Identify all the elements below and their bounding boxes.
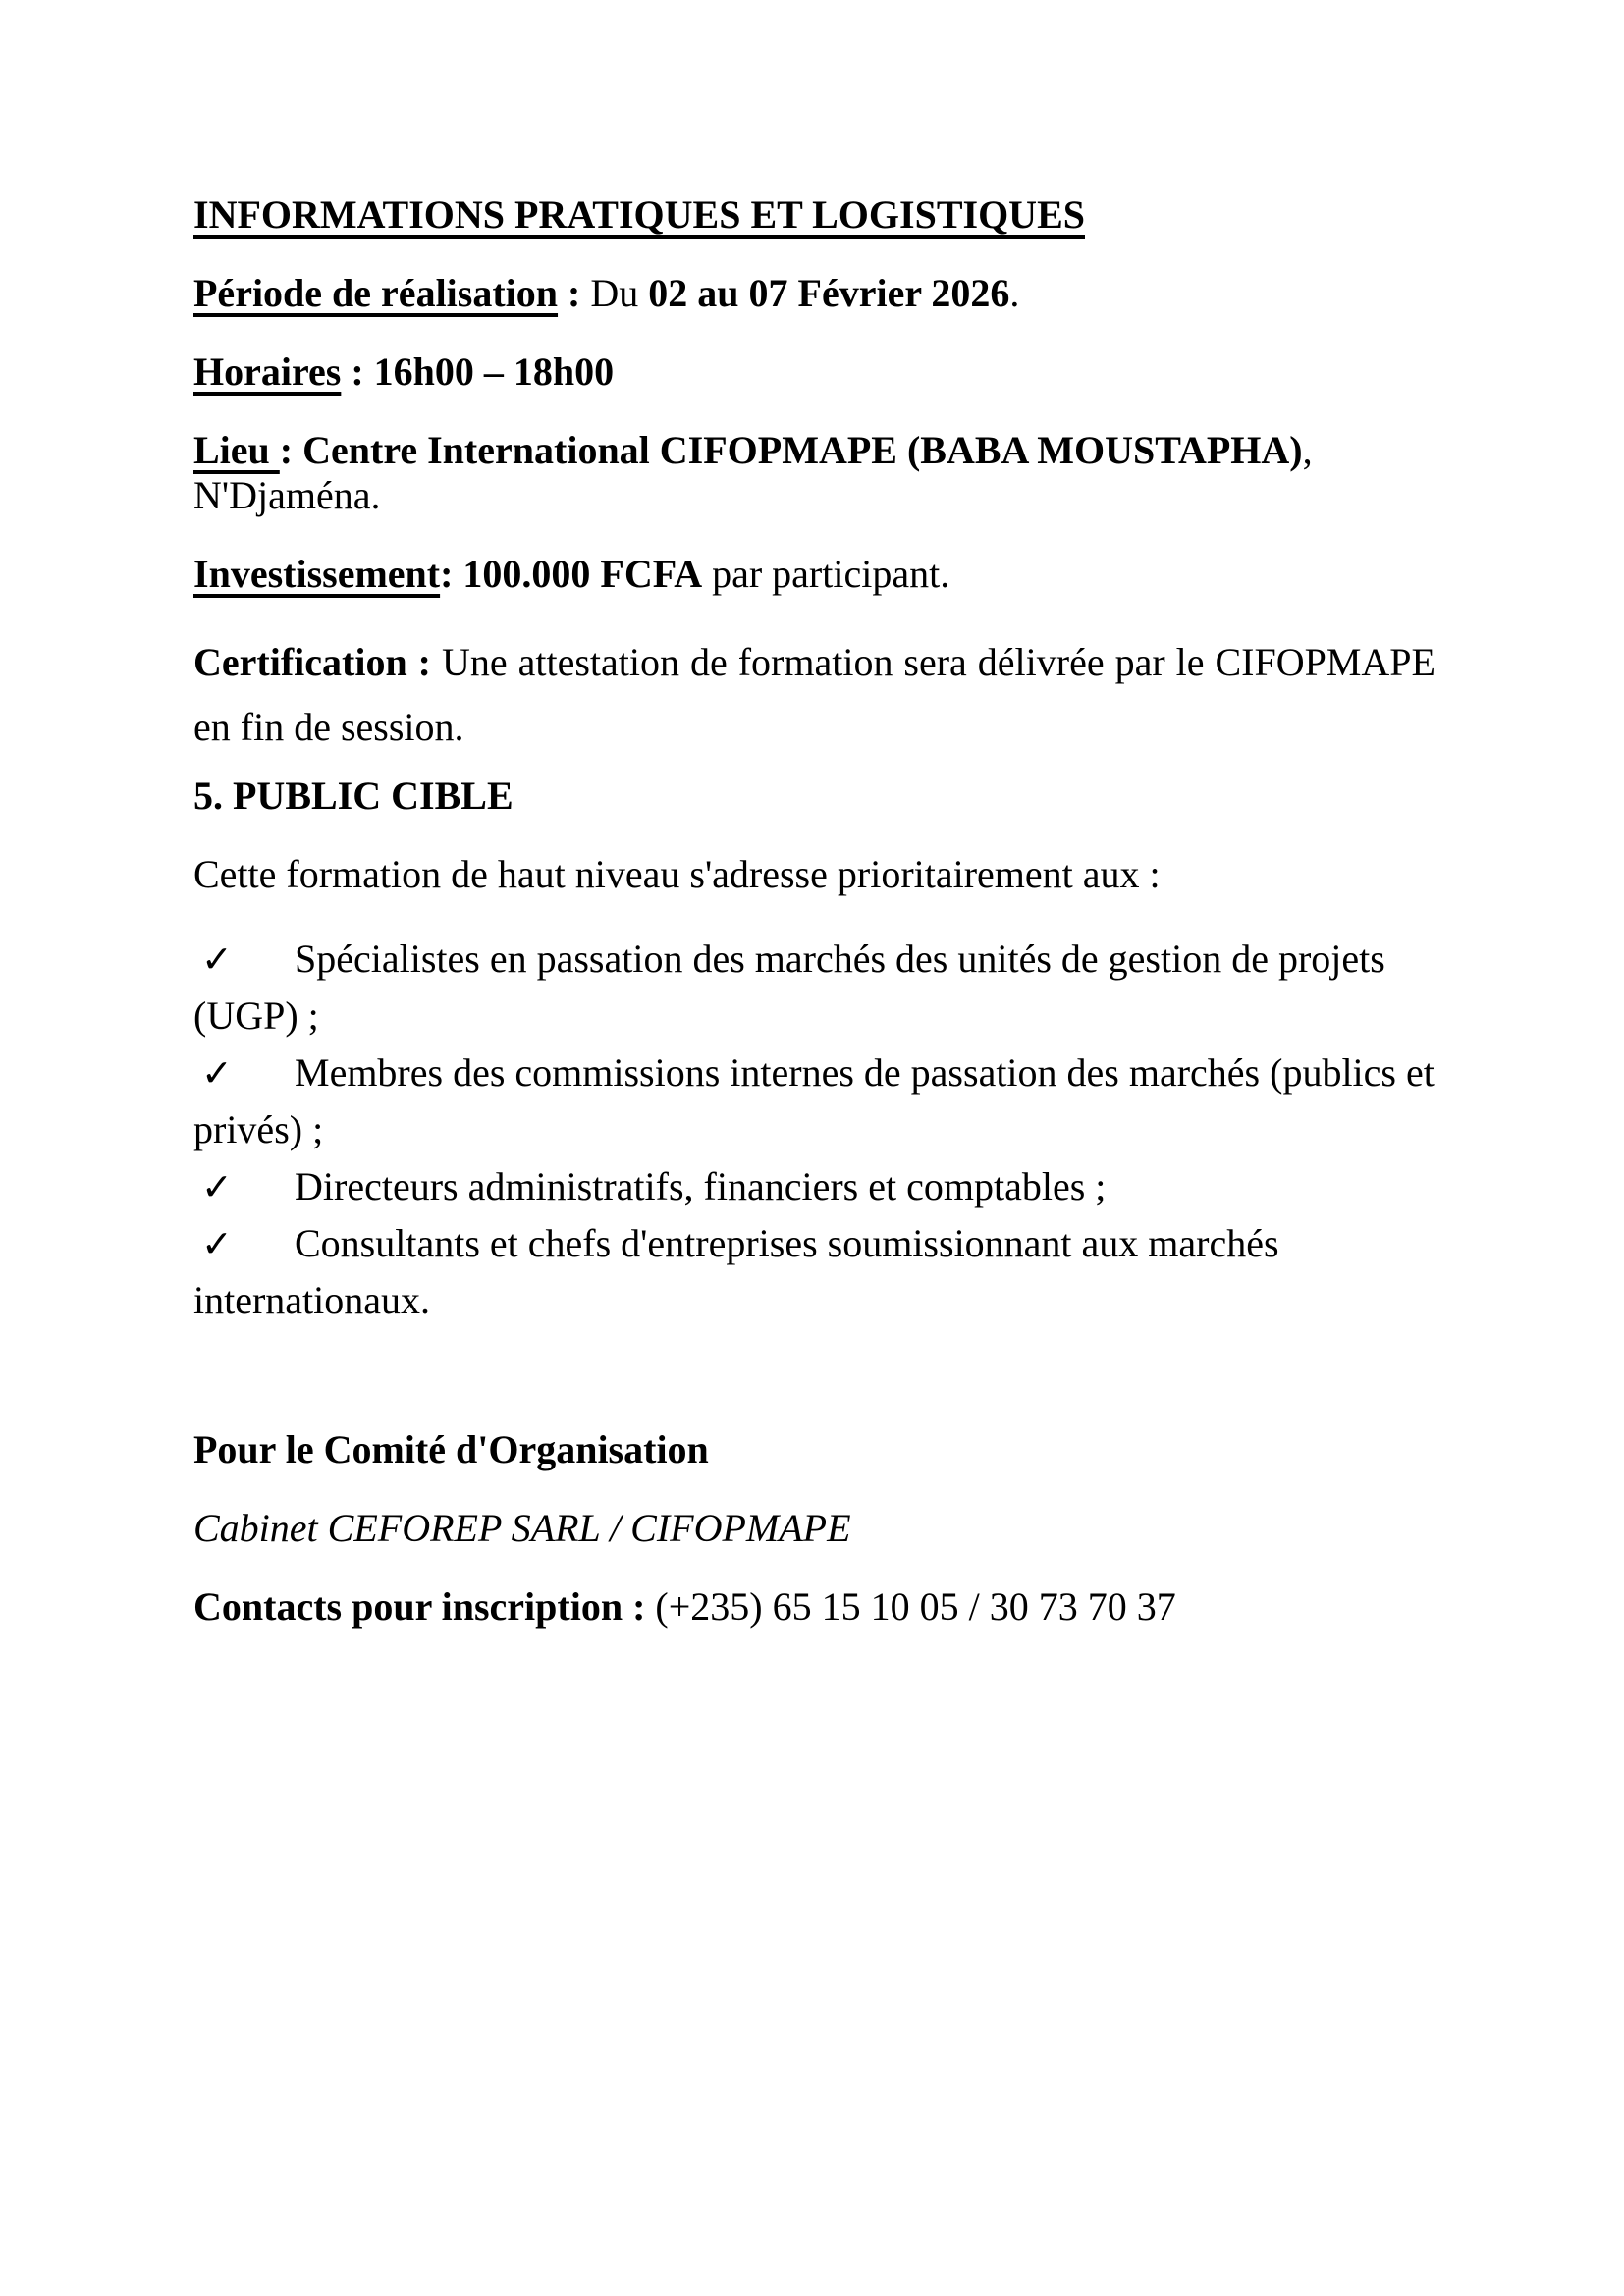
certification-text: Une attestation de formation sera délivrée par le CIFOPMAPE en fin de session.	[193, 640, 1435, 749]
horaires-label: Horaires	[193, 349, 342, 394]
horaires-value: 16h00 – 18h00	[373, 349, 615, 394]
lieu-line	[193, 428, 1435, 518]
checkmark-icon: ✓	[201, 1222, 233, 1265]
lieu-value: Centre International CIFOPMAPE (BABA MOUSTAPHA)	[302, 428, 1303, 472]
section5-intro	[193, 852, 1435, 897]
list-item-text: Membres des commissions internes de passation des marchés (publics et privés) ;	[193, 1050, 1435, 1151]
periode-period: .	[1009, 271, 1020, 315]
investissement-line	[193, 552, 1435, 597]
horaires-line	[193, 349, 1435, 395]
periode-line	[193, 271, 1435, 316]
signature-committee-text: Pour le Comité d'Organisation	[193, 1427, 709, 1471]
certification-colon: :	[406, 640, 442, 684]
certification-label: Certification	[193, 640, 407, 684]
investissement-rest: par participant.	[702, 552, 950, 596]
investissement-colon: :	[440, 552, 463, 596]
checkmark-icon: ✓	[201, 1165, 233, 1208]
lieu-label: Lieu	[193, 428, 280, 472]
document-heading	[193, 192, 1435, 238]
checkmark-icon: ✓	[201, 1051, 233, 1095]
list-item-text: Directeurs administratifs, financiers et comptables ;	[295, 1164, 1107, 1208]
target-audience-list	[193, 931, 1435, 1329]
horaires-colon: :	[341, 349, 374, 394]
section5-title-text: 5. PUBLIC CIBLE	[193, 774, 514, 818]
section5-title	[193, 774, 1435, 819]
signature-committee	[193, 1427, 1435, 1472]
list-item	[193, 1044, 1435, 1158]
list-item	[193, 931, 1435, 1044]
periode-du: Du	[590, 271, 649, 315]
periode-colon: :	[558, 271, 591, 315]
checkmark-icon: ✓	[201, 937, 233, 981]
list-item	[193, 1215, 1435, 1329]
contacts-value: (+235) 65 15 10 05 / 30 73 70 37	[645, 1584, 1176, 1629]
periode-label: Période de réalisation	[193, 271, 559, 315]
signature-cabinet	[193, 1506, 1435, 1551]
heading-text: INFORMATIONS PRATIQUES ET LOGISTIQUES	[193, 192, 1085, 237]
list-item-text: Spécialistes en passation des marchés des unités de gestion de projets (UGP) ;	[193, 936, 1385, 1038]
lieu-rest: , N'Djaména.	[193, 428, 1313, 517]
lieu-colon: :	[279, 428, 303, 472]
signature-cabinet-text: Cabinet CEFOREP SARL / CIFOPMAPE	[193, 1506, 851, 1550]
list-item-text: Consultants et chefs d'entreprises soumissionnant aux marchés internationaux.	[193, 1221, 1279, 1322]
list-item	[193, 1158, 1435, 1215]
investissement-value: 100.000 FCFA	[462, 552, 703, 596]
periode-dates: 02 au 07 Février 2026	[648, 271, 1010, 315]
contacts-line	[193, 1584, 1435, 1629]
spacer	[193, 1329, 1435, 1427]
investissement-label: Investissement	[193, 552, 441, 596]
section5-intro-text: Cette formation de haut niveau s'adresse prioritairement aux :	[193, 852, 1161, 896]
contacts-label: Contacts pour inscription :	[193, 1584, 646, 1629]
certification-paragraph	[193, 630, 1435, 760]
